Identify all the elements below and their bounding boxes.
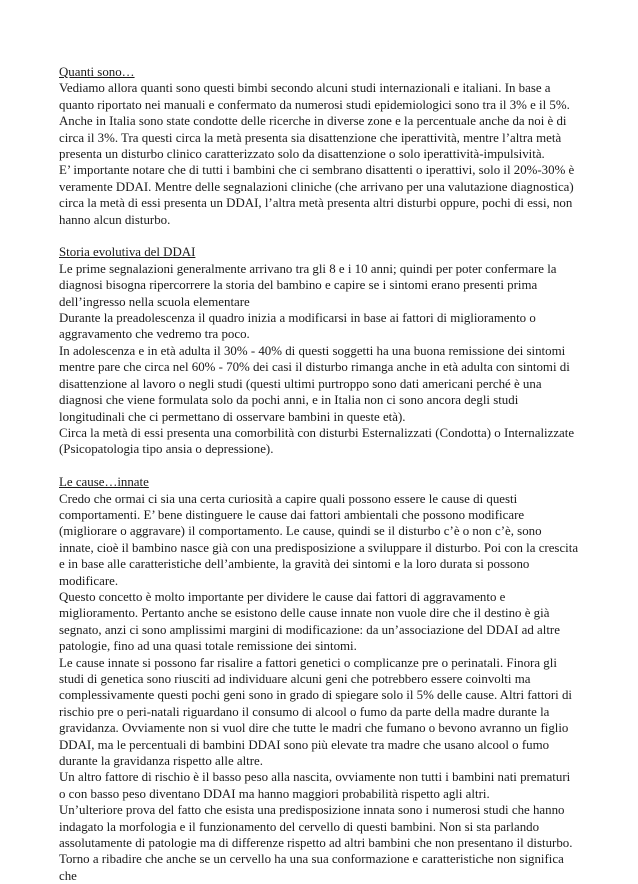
paragraph: Un’ulteriore prova del fatto che esista una predisposizione innata sono i numerosi studi che hanno indagato la morfologia e il funzionamento del cervello di questi bambini. Non si sta parlando assolutamente di patologie ma di differenze rispetto ad altri bambini che non presentano il disturbo.: [59, 803, 573, 851]
paragraph: Torno a ribadire che anche se un cervello ha una sua conformazione e caratteristiche non significa che: [59, 852, 564, 883]
paragraph: Vediamo allora quanti sono questi bimbi secondo alcuni studi internazionali e italiani. In base a quanto riportato nei manuali e confermato da numerosi studi epidemiologici sono tra il 3% e il 5%. Anche in Italia sono state condotte delle ricerche in diverse zone e la percentuale anche da noi è di circa il 3%. Tra questi circa la metà presenta sia disattenzione che iperattività, mentre l’altra metà presenta un disturbo clinico caratterizzato solo da disattenzione o solo iperattività-impulsività.: [59, 81, 570, 162]
paragraph: Durante la preadolescenza il quadro inizia a modificarsi in base ai fattori di miglioramento o aggravamento che vedremo tra poco.: [59, 311, 536, 342]
paragraph-gap: [59, 458, 579, 474]
section-heading-quanti-sono: Quanti sono…: [59, 65, 135, 79]
section-heading-le-cause-innate: Le cause…innate: [59, 475, 149, 490]
document-page: [59, 64, 579, 884]
paragraph-gap: [59, 228, 579, 244]
paragraph: In adolescenza e in età adulta il 30% - 40% di questi soggetti ha una buona remissione dei sintomi mentre pare che circa nel 60% - 70% dei casi il disturbo rimanga anche in età adulta con sintomi di disattenzione al lavoro o negli studi (questi ultimi purtroppo sono dati americani perché è una diagnosi che viene formulata solo da pochi anni, e in Italia non ci sono ancora degli studi longitudinali che ci permettano di osservare bambini in queste età).: [59, 343, 570, 424]
paragraph: Un altro fattore di rischio è il basso peso alla nascita, ovviamente non tutti i bambini nati prematuri o con basso peso diventano DDAI ma hanno maggiori probabilità rispetto agli altri.: [59, 770, 571, 801]
section-heading-storia-evolutiva: Storia evolutiva del DDAI: [59, 245, 196, 260]
paragraph: Le prime segnalazioni generalmente arrivano tra gli 8 e i 10 anni; quindi per poter confermare la diagnosi bisogna ripercorrere la storia del bambino e capire se i sintomi erano presenti prima dell’ingresso nella scuola elementare: [59, 261, 557, 309]
paragraph: E’ importante notare che di tutti i bambini che ci sembrano disattenti o iperattivi, solo il 20%-30% è veramente DDAI. Mentre delle segnalazioni cliniche (che arrivano per una valutazione diagnostica) circa la metà di essi presenta un DDAI, l’altra metà presenta altri disturbi oppure, pochi di essi, non hanno alcun disturbo.: [59, 163, 575, 227]
paragraph: Credo che ormai ci sia una certa curiosità a capire quali possono essere le cause di questi comportamenti. E’ bene distinguere le cause dai fattori ambientali che possono modificare (migliorare o aggravare) il comportamento. Le cause, quindi se il disturbo c’è o non c’è, sono innate, cioè il bambino nasce già con una predisposizione a sviluppare il disturbo. Poi con la crescita e in base alle caratteristiche dell’ambiente, la gravità dei sintomi e la loro durata si possono modificare.: [59, 491, 579, 588]
paragraph: Le cause innate si possono far risalire a fattori genetici o complicanze pre o perinatali. Finora gli studi di genetica sono riusciti ad individuare alcuni geni che potrebbero essere coinvolti ma complessivamente questi pochi geni sono in grado di spiegare solo il 5% delle cause. Altri fattori di rischio pre o peri-natali riguardano il consumo di alcool o fumo da parte della madre durante la gravidanza. Ovviamente non si vuol dire che tutte le madri che fumano o bevono avranno un figlio DDAI, ma le percentuali di bambini DDAI sono più elevate tra madre che usano alcool o fumo durante la gravidanza rispetto alle altre.: [59, 655, 573, 769]
paragraph: Circa la metà di essi presenta una comorbilità con disturbi Esternalizzati (Condotta) o Internalizzate (Psicopatologia tipo ansia o depressione).: [59, 425, 575, 457]
paragraph: Questo concetto è molto importante per dividere le cause dai fattori di aggravamento e miglioramento. Pertanto anche se esistono delle cause innate non vuole dire che il destino è già segnato, anzi ci sono amplissimi margini di modificazione: da un’associazione del DDAI ad altre patologie, fino ad una quasi totale remissione dei sintomi.: [59, 589, 560, 654]
